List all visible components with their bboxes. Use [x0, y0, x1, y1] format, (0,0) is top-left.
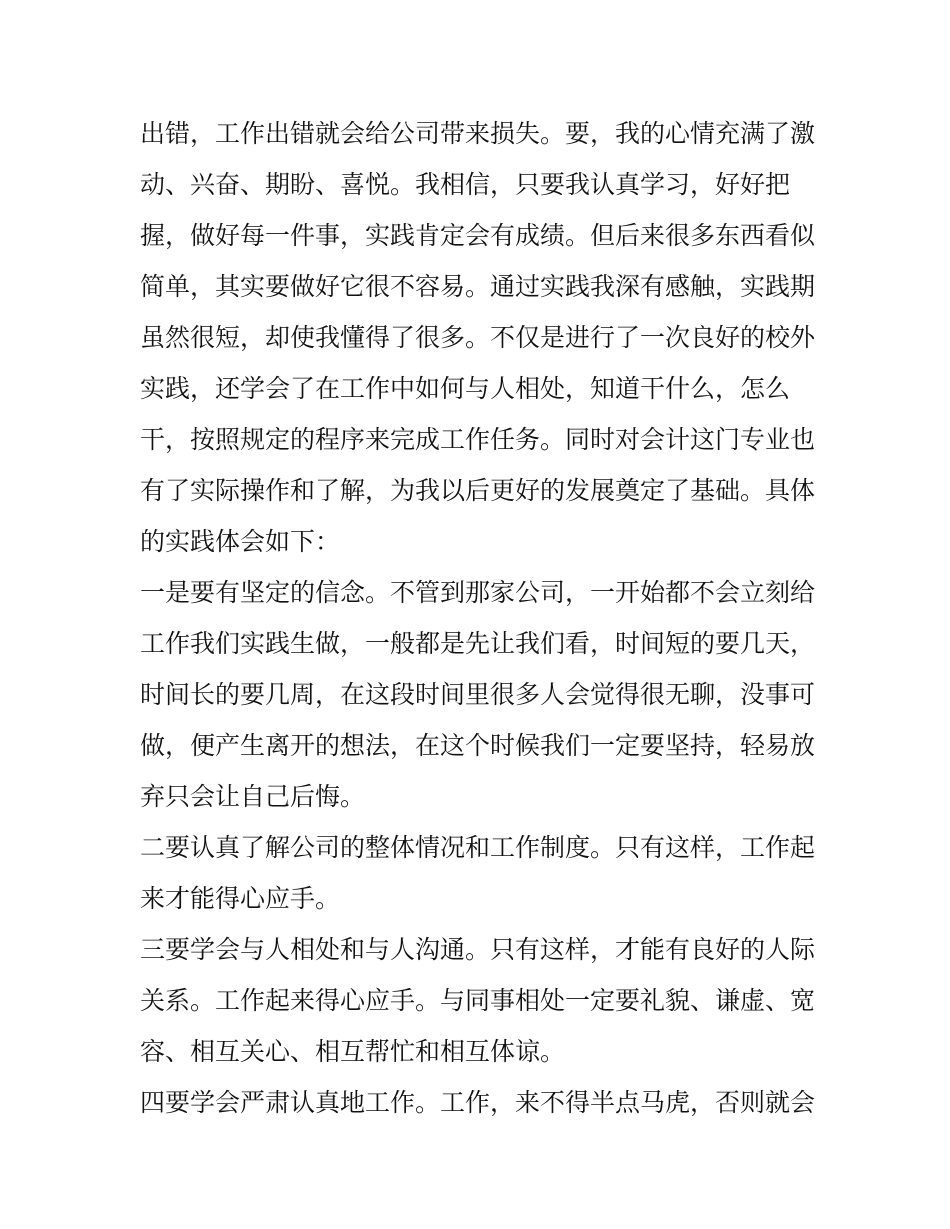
text-line: 关系。工作起来得心应手。与同事相处一定要礼貌、谦虚、宽	[140, 986, 816, 1015]
text-line: 干，按照规定的程序来完成工作任务。同时对会计这门专业也	[140, 425, 816, 454]
text-line: 实践，还学会了在工作中如何与人相处，知道干什么，怎么	[140, 374, 791, 403]
text-line: 二要认真了解公司的整体情况和工作制度。只有这样，工作起	[140, 833, 816, 862]
text-line: 虽然很短，却使我懂得了很多。不仅是进行了一次良好的校外	[140, 323, 816, 352]
text-line: 四要学会严肃认真地工作。工作，来不得半点马虎，否则就会	[140, 1088, 816, 1117]
text-line: 有了实际操作和了解，为我以后更好的发展奠定了基础。具体	[140, 476, 816, 505]
text-line: 容、相互关心、相互帮忙和相互体谅。	[140, 1037, 566, 1066]
text-line: 弃只会让自己后悔。	[140, 782, 366, 811]
text-line: 的实践体会如下：	[140, 527, 341, 556]
text-line: 简单，其实要做好它很不容易。通过实践我深有感触，实践期	[140, 272, 816, 301]
text-line: 来才能得心应手。	[140, 884, 341, 913]
text-line: 出错，工作出错就会给公司带来损失。要，我的心情充满了激	[140, 119, 816, 148]
text-line: 时间长的要几周，在这段时间里很多人会觉得很无聊，没事可	[140, 680, 816, 709]
text-line: 工作我们实践生做，一般都是先让我们看，时间短的要几天，	[140, 629, 816, 658]
text-line: 三要学会与人相处和与人沟通。只有这样，才能有良好的人际	[140, 935, 816, 964]
body-text	[140, 108, 820, 1128]
text-line: 一是要有坚定的信念。不管到那家公司，一开始都不会立刻给	[140, 578, 816, 607]
text-line: 做，便产生离开的想法，在这个时候我们一定要坚持，轻易放	[140, 731, 816, 760]
text-line: 动、兴奋、期盼、喜悦。我相信，只要我认真学习，好好把	[140, 170, 791, 199]
text-line: 握，做好每一件事，实践肯定会有成绩。但后来很多东西看似	[140, 221, 816, 250]
